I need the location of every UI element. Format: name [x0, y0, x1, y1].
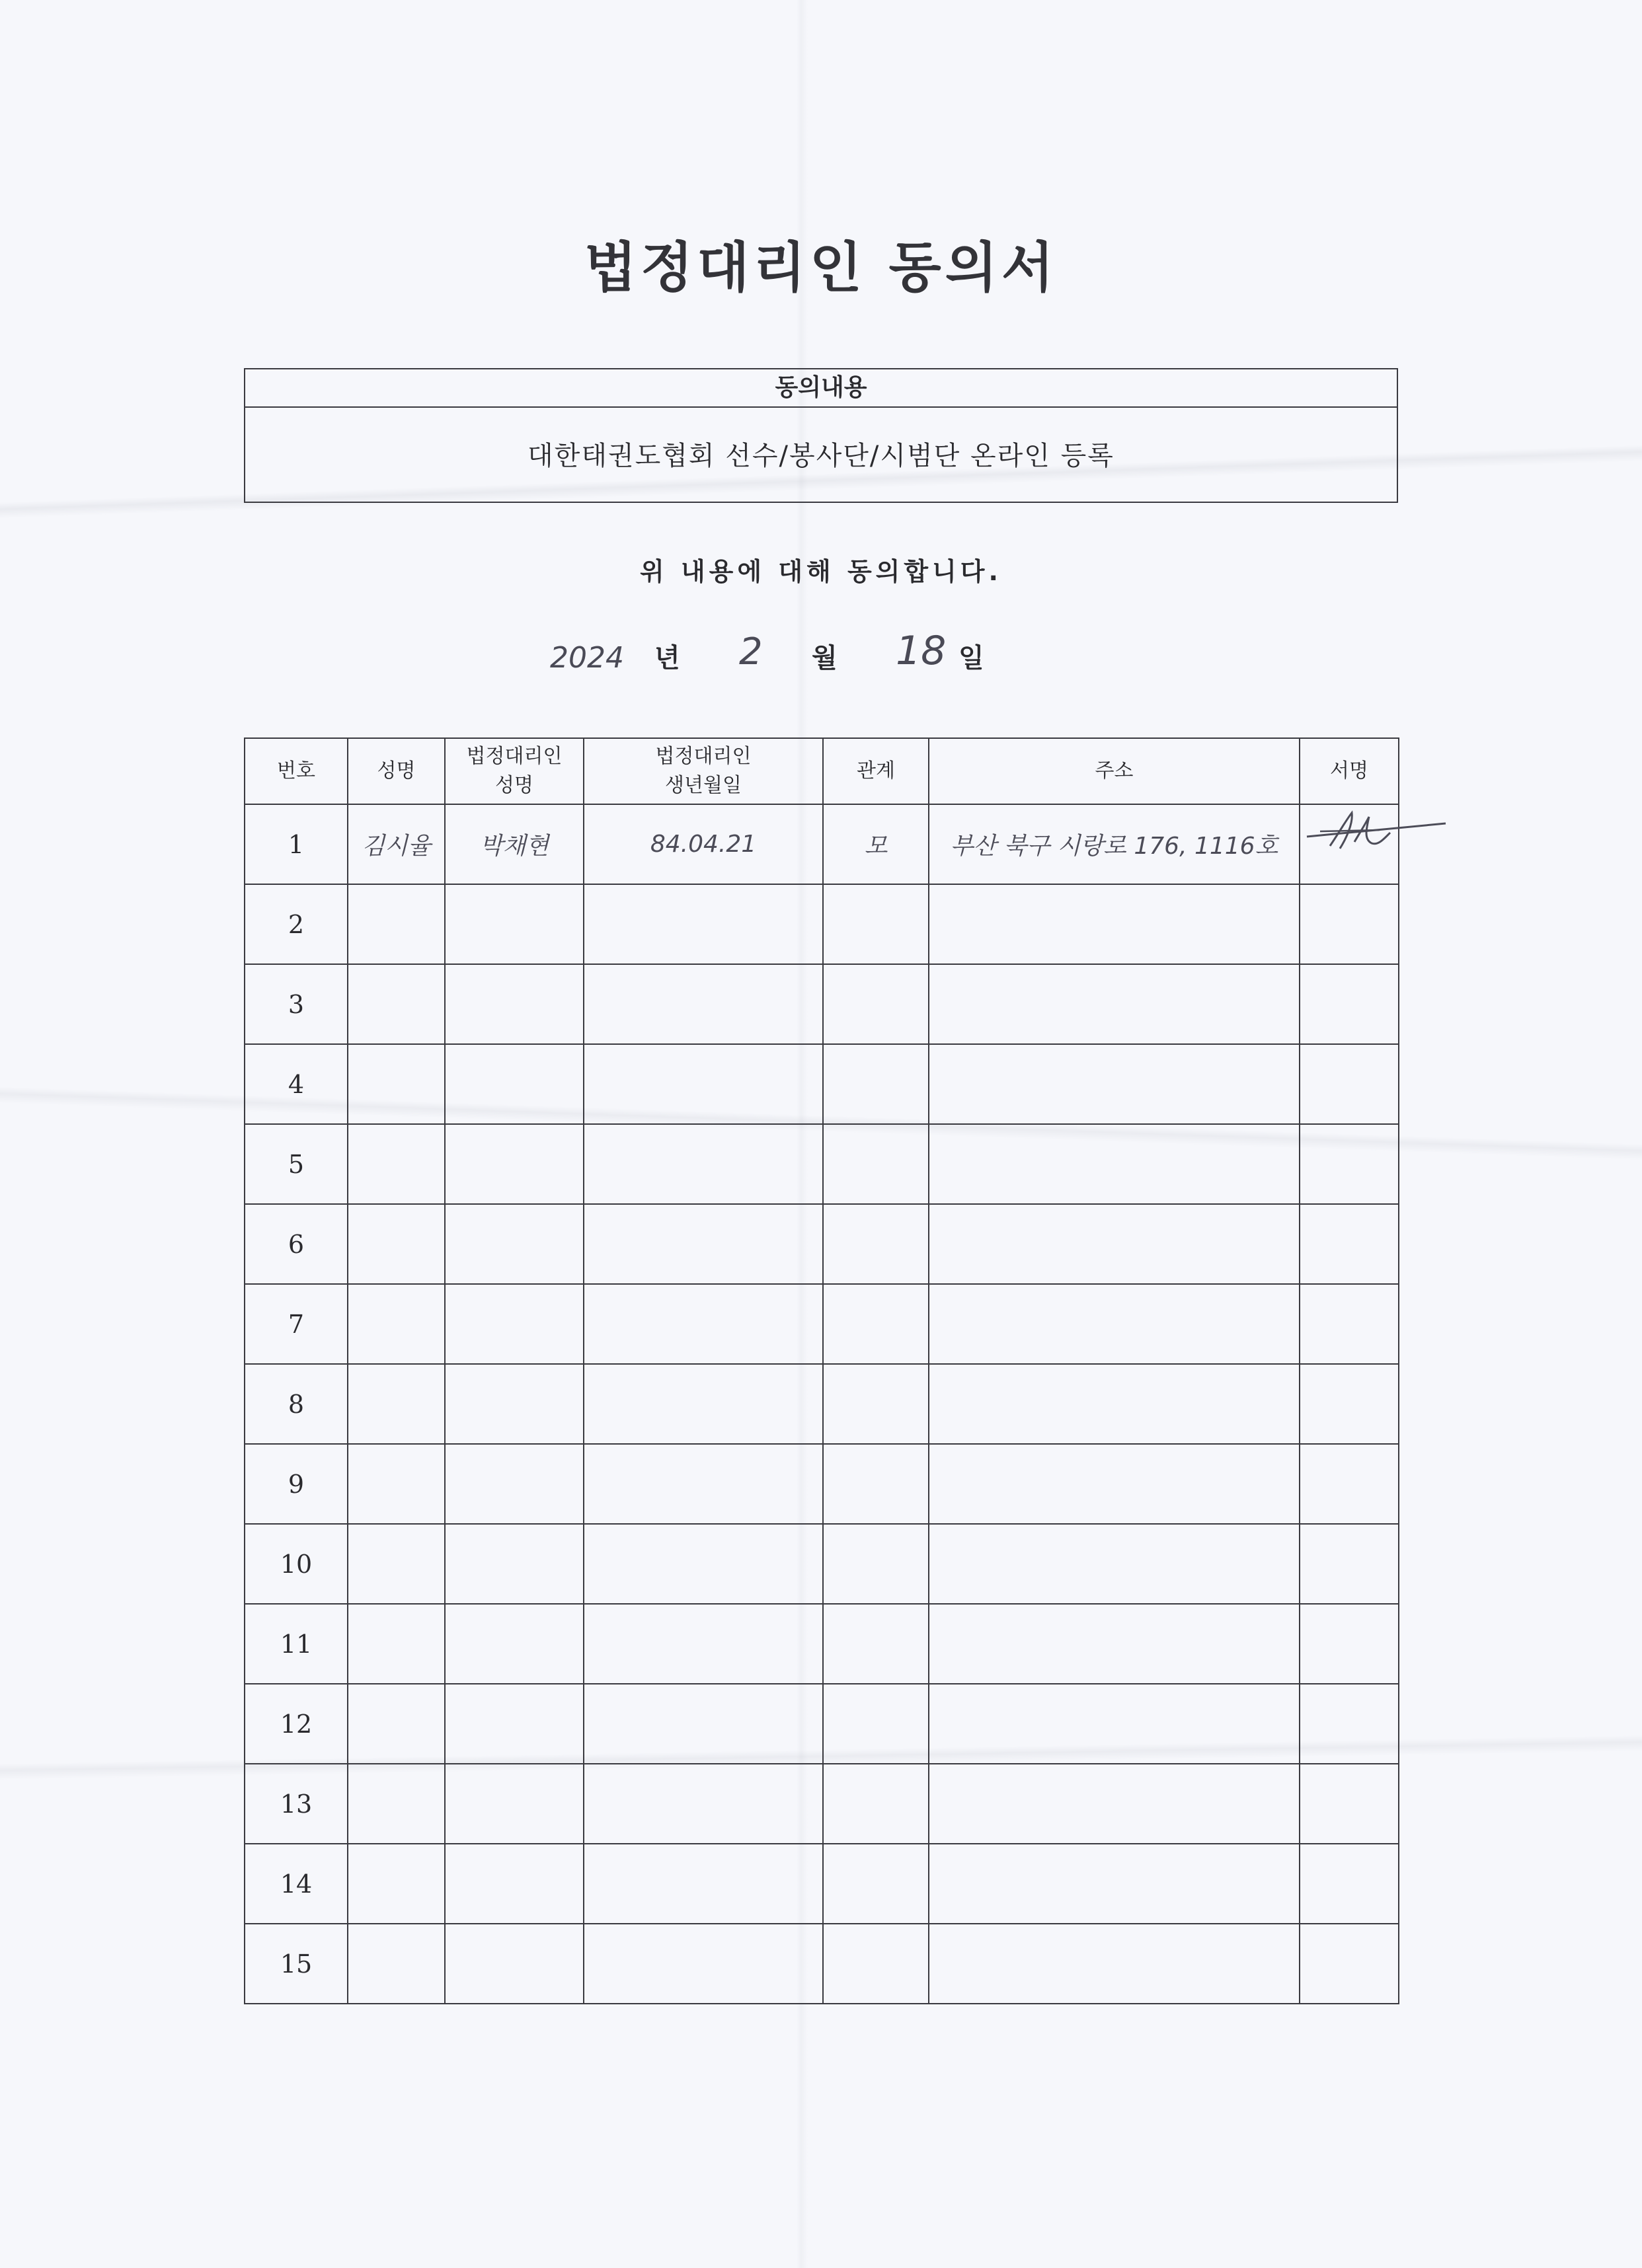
row-signature: [1300, 1364, 1399, 1444]
date-day: 18: [896, 628, 947, 674]
date-month-unit: 월: [812, 643, 838, 673]
row-guardian-birth: [584, 1444, 823, 1524]
guardian-registration-table: [244, 737, 1399, 2004]
row-guardian-birth: [584, 1124, 823, 1204]
row-guardian-birth: [584, 1204, 823, 1284]
table-row: [245, 964, 1399, 1044]
row-guardian-name: [445, 1124, 584, 1204]
row-name: [348, 1764, 445, 1844]
header-relation: 관계: [823, 738, 929, 804]
row-number: 7: [245, 1284, 348, 1364]
row-signature: [1300, 1204, 1399, 1284]
row-guardian-name: [445, 1444, 584, 1524]
row-address: [929, 1684, 1300, 1764]
row-guardian-name: [445, 964, 584, 1044]
row-relation: [823, 1044, 929, 1124]
row-signature: [1300, 884, 1399, 964]
row-name: [348, 1924, 445, 2004]
row-number: 9: [245, 1444, 348, 1524]
row-number: 2: [245, 884, 348, 964]
header-guardian-name-line2: 성명: [495, 774, 533, 797]
row-name: [348, 1124, 445, 1204]
row-address: [929, 1124, 1300, 1204]
row-name: [348, 1284, 445, 1364]
row-signature: [1300, 1444, 1399, 1524]
row-number: 5: [245, 1124, 348, 1204]
table-row: [245, 1284, 1399, 1364]
row-name: [348, 1604, 445, 1684]
table-row: [245, 804, 1399, 884]
row-signature: [1300, 804, 1399, 884]
row-signature: [1300, 1524, 1399, 1604]
date-line: [0, 628, 1642, 681]
row-relation: [823, 1444, 929, 1524]
row-guardian-name: [445, 1684, 584, 1764]
row-guardian-birth: [584, 1924, 823, 2004]
row-relation: [823, 1604, 929, 1684]
row-address: [929, 1444, 1300, 1524]
row-name: [348, 1844, 445, 1924]
table-row: [245, 1364, 1399, 1444]
row-number: 1: [245, 804, 348, 884]
row-name: [348, 1444, 445, 1524]
row-name: [348, 884, 445, 964]
row-relation: [823, 1924, 929, 2004]
consent-content-box: [244, 368, 1398, 503]
row-guardian-name: [445, 1524, 584, 1604]
table-row: [245, 1684, 1399, 1764]
row-guardian-name: [445, 1924, 584, 2004]
row-number: 14: [245, 1844, 348, 1924]
row-name: [348, 1684, 445, 1764]
row-number: 6: [245, 1204, 348, 1284]
row-relation: [823, 964, 929, 1044]
table-header-row: [245, 738, 1399, 804]
row-guardian-name: [445, 1204, 584, 1284]
row-name: [348, 1524, 445, 1604]
row-address: [929, 964, 1300, 1044]
row-address: [929, 1764, 1300, 1844]
row-guardian-birth: [584, 1284, 823, 1364]
row-address: [929, 1844, 1300, 1924]
row-signature: [1300, 1844, 1399, 1924]
consent-content-text: 대한태권도협회 선수/봉사단/시범단 온라인 등록: [528, 441, 1114, 471]
row-guardian-name: [445, 1044, 584, 1124]
table-row: [245, 1524, 1399, 1604]
header-guardian-birth: [584, 738, 823, 804]
table-row: [245, 1204, 1399, 1284]
row-signature: [1300, 1764, 1399, 1844]
row-guardian-birth: [584, 884, 823, 964]
header-guardian-name: [445, 738, 584, 804]
row-signature: [1300, 964, 1399, 1044]
handwritten-signature: [1300, 805, 1452, 858]
row-number: 13: [245, 1764, 348, 1844]
row-relation: [823, 884, 929, 964]
row-signature: [1300, 1924, 1399, 2004]
row-signature: [1300, 1124, 1399, 1204]
row-guardian-name: [445, 1844, 584, 1924]
row-guardian-name: 박채현: [445, 804, 584, 884]
row-relation: [823, 1284, 929, 1364]
row-guardian-birth: [584, 1684, 823, 1764]
row-relation: [823, 1364, 929, 1444]
row-relation: [823, 1524, 929, 1604]
table-row: [245, 1444, 1399, 1524]
row-relation: 모: [823, 804, 929, 884]
row-signature: [1300, 1604, 1399, 1684]
row-number: 4: [245, 1044, 348, 1124]
row-name: [348, 1044, 445, 1124]
header-name: 성명: [348, 738, 445, 804]
consent-header: 동의내용: [245, 369, 1397, 408]
row-address: 부산 북구 시랑로 176, 1116호: [929, 804, 1300, 884]
row-guardian-birth: [584, 1604, 823, 1684]
header-guardian-birth-line1: 법정대리인: [655, 745, 752, 768]
row-number: 10: [245, 1524, 348, 1604]
header-guardian-birth-line2: 생년월일: [665, 774, 742, 797]
row-relation: [823, 1684, 929, 1764]
row-address: [929, 1364, 1300, 1444]
document-title: 법정대리인 동의서: [584, 237, 1058, 299]
date-day-unit: 일: [958, 643, 984, 673]
row-number: 15: [245, 1924, 348, 2004]
row-guardian-birth: [584, 1044, 823, 1124]
row-signature: [1300, 1684, 1399, 1764]
row-name: [348, 1364, 445, 1444]
row-guardian-name: [445, 884, 584, 964]
table-row: [245, 1924, 1399, 2004]
row-guardian-birth: [584, 1524, 823, 1604]
table-row: [245, 1844, 1399, 1924]
row-guardian-birth: [584, 1764, 823, 1844]
row-relation: [823, 1764, 929, 1844]
table-row: [245, 884, 1399, 964]
table-row: [245, 1044, 1399, 1124]
row-number: 8: [245, 1364, 348, 1444]
date-month: 2: [739, 630, 763, 673]
row-number: 11: [245, 1604, 348, 1684]
row-relation: [823, 1124, 929, 1204]
date-year-unit: 년: [654, 643, 680, 673]
row-guardian-name: [445, 1284, 584, 1364]
row-name: [348, 1204, 445, 1284]
row-name: [348, 964, 445, 1044]
row-signature: [1300, 1284, 1399, 1364]
row-name: 김시율: [348, 804, 445, 884]
header-address: 주소: [929, 738, 1300, 804]
row-address: [929, 1604, 1300, 1684]
table-row: [245, 1764, 1399, 1844]
row-guardian-name: [445, 1604, 584, 1684]
row-relation: [823, 1204, 929, 1284]
row-relation: [823, 1844, 929, 1924]
row-address: [929, 1204, 1300, 1284]
row-address: [929, 1284, 1300, 1364]
date-year: 2024: [550, 641, 624, 675]
table-row: [245, 1604, 1399, 1684]
header-guardian-name-line1: 법정대리인: [466, 745, 563, 768]
row-address: [929, 884, 1300, 964]
row-address: [929, 1044, 1300, 1124]
row-guardian-birth: [584, 1364, 823, 1444]
row-guardian-name: [445, 1364, 584, 1444]
row-guardian-birth: 84.04.21: [584, 804, 823, 884]
row-guardian-birth: [584, 964, 823, 1044]
row-signature: [1300, 1044, 1399, 1124]
row-guardian-name: [445, 1764, 584, 1844]
row-guardian-birth: [584, 1844, 823, 1924]
table-row: [245, 1124, 1399, 1204]
row-address: [929, 1924, 1300, 2004]
row-number: 3: [245, 964, 348, 1044]
row-address: [929, 1524, 1300, 1604]
header-number: 번호: [245, 738, 348, 804]
agreement-statement: 위 내용에 대해 동의합니다.: [640, 557, 1002, 586]
header-signature: 서명: [1300, 738, 1399, 804]
row-number: 12: [245, 1684, 348, 1764]
